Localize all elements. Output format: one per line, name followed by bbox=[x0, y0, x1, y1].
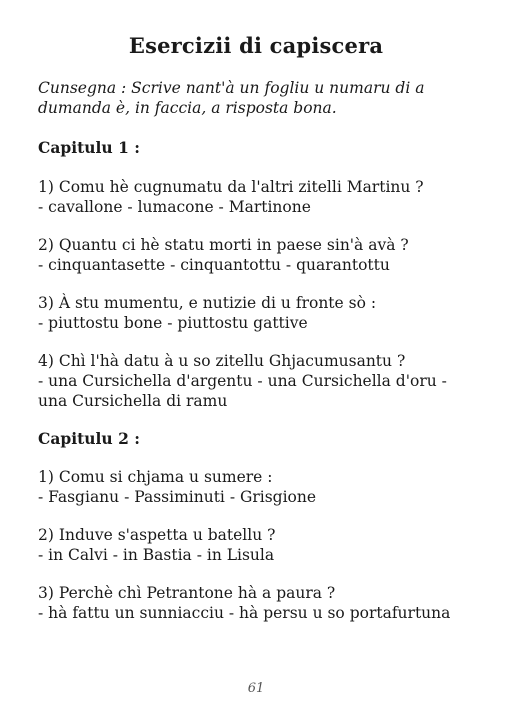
question-text: 4) Chì l'hà datu à u so zitellu Ghjacumusantu ? bbox=[38, 352, 406, 370]
answer-choices: - cinquantasette - cinquantottu - quarantottu bbox=[38, 256, 390, 274]
chapter-1-question-3 bbox=[38, 293, 480, 333]
answer-choices: - Fasgianu - Passiminuti - Grisgione bbox=[38, 488, 317, 506]
answer-choices: - piuttostu bone - piuttostu gattive bbox=[38, 314, 308, 332]
answer-choices: - cavallone - lumacone - Martinone bbox=[38, 198, 311, 216]
answer-choices: - hà fattu un sunniacciu - hà persu u so portafurtuna bbox=[38, 604, 451, 622]
chapter-2-question-2 bbox=[38, 525, 480, 565]
chapter-1-question-1 bbox=[38, 177, 480, 217]
answer-choices: - una Cursichella d'argentu - una Cursichella d'oru - una Cursichella di ramu bbox=[38, 372, 447, 410]
page-title: Esercizii di capiscera bbox=[128, 33, 384, 58]
question-text: 3) À stu mumentu, e nutizie di u fronte sò : bbox=[38, 294, 377, 312]
chapter-1-heading: Capitulu 1 : bbox=[38, 138, 140, 157]
question-text: 1) Comu hè cugnumatu da l'altri zitelli Martinu ? bbox=[38, 178, 424, 196]
question-text: 1) Comu si chjama u sumere : bbox=[38, 468, 273, 486]
instruction-text: Cunsegna : Scrive nant'à un fogliu u numaru di a dumanda è, in faccia, a risposta bona. bbox=[38, 79, 425, 117]
chapter-2-question-3 bbox=[38, 583, 480, 623]
chapter-2-question-1 bbox=[38, 467, 480, 507]
question-text: 2) Quantu ci hè statu morti in paese sin'à avà ? bbox=[38, 236, 409, 254]
question-text: 2) Induve s'aspetta u batellu ? bbox=[38, 526, 276, 544]
chapter-1-question-2 bbox=[38, 235, 480, 275]
answer-choices: - in Calvi - in Bastia - in Lisula bbox=[38, 546, 275, 564]
page-number: 61 bbox=[247, 681, 265, 696]
question-text: 3) Perchè chì Petrantone hà a paura ? bbox=[38, 584, 336, 602]
chapter-2-heading: Capitulu 2 : bbox=[38, 429, 140, 448]
chapter-1-question-4 bbox=[38, 351, 480, 411]
